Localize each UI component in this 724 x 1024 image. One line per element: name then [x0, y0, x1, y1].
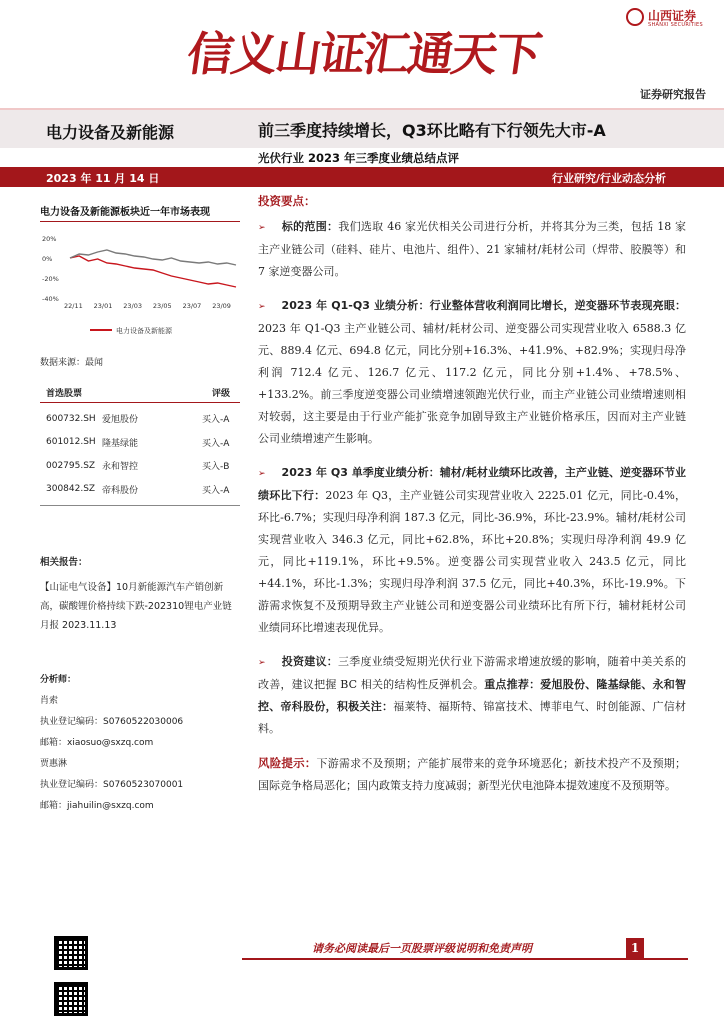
stock-code: 601012.SH — [46, 437, 96, 448]
table-row — [40, 478, 240, 502]
table-row — [40, 454, 240, 478]
x-tick-label: 23/07 — [182, 302, 202, 310]
paragraph-text: 福莱特、福斯特、锦富技术、博菲电气、时创能源、广信材料。 — [258, 700, 687, 735]
stock-rating: 买入-B — [202, 462, 230, 473]
paragraph-text: 2023 年 Q3，主产业链公司实现营业收入 2225.01 亿元，同比-0.4%，环比-6.7%；实现归母净利润 187.3 亿元，同比-36.9%，环比-23.9%。辅材/耗材公司实现营业收入 346.3 亿元，同比+62.8%，环比+20.8%；实现归母净利润 49.9 亿元，同比+119.1%，环比+9.5%。逆变器公司实现营业收入 243.5 亿元，同比+44.1%，环比-1.3%；实现归母净利润 37.5 亿元，同比+40.3%，环比-19.9%。下游需求恢复不及预期导致主产业链公司和逆变器公司业绩环比有所下行，辅材耗材公司业绩同环比增速表现优异。 — [258, 489, 686, 634]
stock-code: 600732.SH — [46, 413, 96, 424]
x-tick-label: 22/11 — [64, 302, 83, 310]
analyst-email[interactable]: 邮箱：xiaosuo@sxzq.com — [40, 738, 154, 748]
risk-heading: 风险提示： — [258, 756, 317, 770]
stock-name: 永和智控 — [102, 462, 139, 473]
arrow-icon: ➢ — [258, 302, 266, 312]
report-date: 2023 年 11 月 14 日 — [46, 172, 160, 185]
paragraph-text: 我们选取 46 家光伏相关公司进行分析，并将其分为三类，包括 18 家主产业链公司（硅料、硅片、电池片、组件）、21 家辅材/耗材公司（焊带、胶膜等）和 7 家逆变器公司。 — [258, 220, 686, 278]
analyst-cert: 执业登记编码：S0760522030006 — [40, 717, 184, 727]
logo-text-en: SHANXI SECURITIES — [648, 22, 703, 28]
paragraph-risk — [258, 752, 686, 797]
y-tick-label: -20% — [42, 275, 59, 283]
date-bar — [0, 167, 724, 187]
stock-table — [40, 386, 240, 506]
paragraph-text: 2023 年 Q1-Q3 主产业链公司、辅材/耗材公司、逆变器公司实现营业收入 6588.3 亿元、889.4 亿元、694.8 亿元，同比分别+16.3%、+41.9%、+82.9%；实现归母净利润 712.4 亿元、126.7 亿元、117.2 亿元，同比分别+1.4%、+78.5%、+133.2%。前三季度逆变器公司业绩增速领跑光伏行业，而主产业链公司业绩增速则相对较弱，这主要是由于行业产能扩张竞争加剧导致主产业链价格承压，因而对主产业链公司业绩增速产生影响。 — [258, 322, 686, 445]
y-tick-label: 0% — [42, 255, 53, 263]
stock-code: 300842.SZ — [46, 484, 96, 495]
company-logo — [626, 6, 716, 32]
market-performance-chart — [40, 222, 240, 352]
table-header — [40, 386, 240, 403]
arrow-icon: ➢ — [258, 658, 266, 668]
stock-name: 隆基绿能 — [102, 438, 139, 449]
related-report-link[interactable]: 【山证电气设备】10月新能源汽车产销创新高，碳酸锂价格持续下跌-202310锂电产业链月报 2023.11.13 — [40, 582, 232, 631]
stock-name: 帝科股份 — [102, 485, 139, 496]
analyst-email[interactable]: 邮箱：jiahuilin@sxzq.com — [40, 801, 154, 811]
paragraph-q3 — [258, 462, 686, 639]
paragraph-text: 下游需求不及预期；产能扩展带来的竞争环境恶化；新技术投产不及预期；国际竞争格局恶化；国内政策支持力度减弱；新型光伏电池降本提效速度不及预期等。 — [258, 757, 686, 792]
stock-rating: 买入-A — [202, 438, 230, 449]
header-banner — [0, 0, 724, 108]
paragraph-text: 三季度业绩受短期光伏行业下游需求增速放缓的影响，随着中美关系的改善，建议把握 BC 相关的结构性反弹机会。 — [258, 655, 687, 691]
data-source: 数据来源：最闻 — [40, 358, 104, 368]
y-tick-label: 20% — [42, 235, 57, 243]
keyword: 2023 年 Q3 单季度业绩分析：辅材/耗材业绩环比改善，主产业链、逆变器环节业绩环比下行： — [258, 466, 686, 502]
analyst-label: 分析师： — [40, 675, 77, 685]
analysts-block — [40, 670, 240, 817]
x-tick-label: 23/01 — [93, 302, 113, 310]
footer — [0, 930, 724, 970]
table-row — [40, 431, 240, 455]
keyword: 投资建议： — [281, 655, 338, 668]
keyword: 标的范围： — [281, 220, 339, 233]
paragraph-scope — [258, 216, 686, 283]
invest-points-heading: 投资要点： — [258, 194, 316, 208]
col-stock: 首选股票 — [46, 389, 83, 399]
sector-title: 电力设备及新能源 — [46, 123, 175, 142]
series-line — [70, 250, 236, 265]
main-content — [258, 190, 686, 797]
qr-code-icon — [54, 936, 88, 970]
doc-type: 证券研究报告 — [640, 88, 706, 101]
logo-text: 山西证券 — [648, 9, 697, 23]
logo-icon — [626, 8, 644, 26]
col-rating: 评级 — [212, 389, 231, 399]
slogan: 信义山证汇通天下 — [183, 27, 544, 81]
subtitle: 光伏行业 2023 年三季度业绩总结点评 — [258, 151, 460, 165]
analyst-name: 肖索 — [40, 696, 59, 706]
keyword: 重点推荐：爱旭股份、隆基绿能、永和智控、帝科股份，积极关注： — [258, 678, 686, 713]
arrow-icon: ➢ — [258, 223, 266, 233]
stock-rating: 买入-A — [202, 485, 230, 496]
series-line — [70, 256, 236, 287]
stock-name: 爱旭股份 — [102, 415, 139, 426]
report-type: 行业研究/行业动态分析 — [551, 172, 666, 185]
keyword: 2023 年 Q1-Q3 业绩分析：行业整体营收利润同比增长，逆变器环节表现亮眼： — [281, 299, 686, 312]
chart-title: 电力设备及新能源板块近一年市场表现 — [40, 203, 240, 222]
page-title: 前三季度持续增长，Q3环比略有下行领先大市-A — [258, 121, 606, 140]
qr-code-icon — [54, 982, 88, 1016]
stock-rating: 买入-A — [202, 415, 230, 426]
y-tick-label: -40% — [42, 295, 59, 303]
paragraph-q1q3 — [258, 295, 686, 450]
title-bar — [0, 108, 724, 148]
page-number: 1 — [626, 938, 644, 958]
arrow-icon: ➢ — [258, 469, 266, 479]
analyst-cert: 执业登记编码：S0760523070001 — [40, 780, 184, 790]
divider — [40, 505, 240, 506]
footer-divider — [242, 958, 688, 960]
legend-label: 电力设备及新能源 — [116, 327, 172, 335]
analyst-name: 贾惠淋 — [40, 759, 68, 769]
x-tick-label: 23/09 — [212, 302, 231, 310]
disclaimer: 请务必阅读最后一页股票评级说明和免责声明 — [312, 942, 532, 955]
related-label: 相关报告： — [40, 557, 88, 568]
stock-code: 002795.SZ — [46, 460, 96, 471]
x-tick-label: 23/03 — [123, 302, 143, 310]
paragraph-advice — [258, 651, 686, 740]
table-row — [40, 407, 240, 431]
x-tick-label: 23/05 — [152, 302, 172, 310]
related-reports — [40, 553, 240, 635]
